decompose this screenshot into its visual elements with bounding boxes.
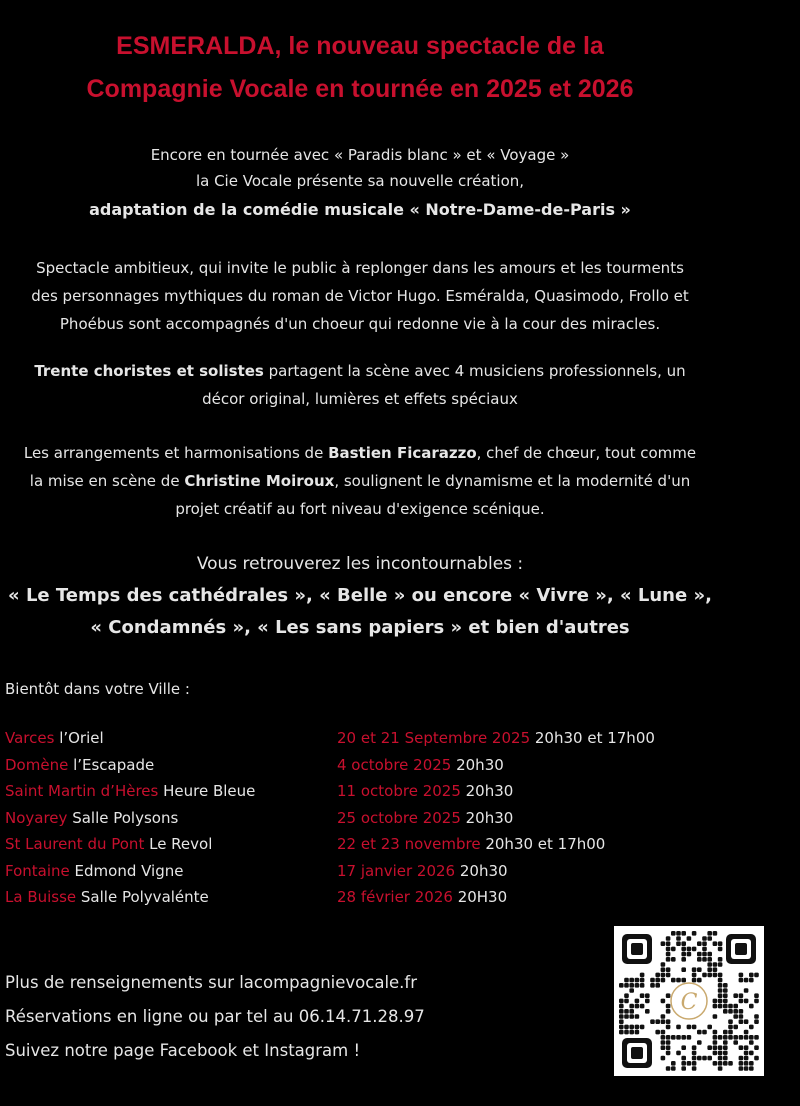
- venue-time: 20h30 et 17h00: [530, 729, 655, 747]
- venue-time: 20h30: [460, 808, 514, 827]
- venue-row: [5, 862, 785, 889]
- cast-paragraph: [0, 357, 720, 413]
- paragraph-line: Phoébus sont accompagnés d'un choeur qui redonne vie à la cour des miracles.: [59, 315, 661, 333]
- intro-line-3: adaptation de la comédie musicale « Notre-Dame-de-Paris »: [89, 200, 631, 219]
- phone-line: Réservations en ligne ou par tel au 06.14.71.28.97: [5, 1007, 425, 1026]
- contact-info: [5, 966, 425, 1068]
- title-line-2: Compagnie Vocale en tournée en 2025 et 2026: [86, 75, 634, 103]
- venue-place: Salle Polysons: [67, 808, 179, 827]
- description-paragraph: [0, 254, 720, 338]
- venue-city: Saint Martin d’Hères: [5, 782, 159, 800]
- songs-lead: Vous retrouverez les incontournables :: [196, 554, 524, 574]
- venue-row: [5, 835, 785, 862]
- venue-date: 28 février 2026: [337, 888, 453, 906]
- venue-row: [5, 809, 785, 836]
- paragraph-line: [0, 439, 720, 467]
- venue-city: Fontaine: [5, 861, 70, 880]
- venue-date: 22 et 23 novembre: [337, 835, 481, 853]
- venue-city: La Buisse: [5, 888, 77, 906]
- venue-place: Heure Bleue: [158, 782, 256, 800]
- paragraph-text: , soulignent le dynamisme et la modernité d'un: [334, 472, 691, 490]
- cast-highlight: Trente choristes et solistes: [34, 362, 264, 380]
- venue-time: 20h30 et 17h00: [480, 835, 606, 853]
- venue-date: 25 octobre 2025: [337, 808, 461, 827]
- qr-logo: C: [680, 990, 698, 1015]
- venue-date: 11 octobre 2025: [337, 782, 461, 800]
- paragraph-line: Spectacle ambitieux, qui invite le public à replonger dans les amours et les tourments: [36, 259, 684, 277]
- paragraph-line: décor original, lumières et effets spéciaux: [202, 390, 518, 408]
- director-name: Christine Moiroux: [184, 472, 335, 490]
- venue-date: 4 octobre 2025: [337, 755, 452, 774]
- paragraph-line: projet créatif au fort niveau d'exigence scénique.: [175, 500, 545, 518]
- venue-place: Edmond Vigne: [69, 861, 184, 880]
- intro-line-1: Encore en tournée avec « Paradis blanc » et « Voyage »: [150, 146, 570, 164]
- website-line: Plus de renseignements sur lacompagnievocale.fr: [5, 973, 418, 992]
- venue-time: 20h30: [460, 782, 514, 800]
- paragraph-line: [0, 467, 720, 495]
- songs-line: « Condamnés », « Les sans papiers » et bien d'autres: [90, 617, 630, 638]
- venue-row: [5, 729, 785, 756]
- paragraph-text: Les arrangements et harmonisations de: [23, 444, 329, 462]
- venue-time: 20H30: [452, 888, 508, 906]
- paragraph-text: partagent la scène avec 4 musiciens professionnels, un: [263, 362, 686, 380]
- upcoming-heading: Bientôt dans votre Ville :: [5, 680, 190, 698]
- songs-list: [0, 580, 720, 644]
- intro-line-2: la Cie Vocale présente sa nouvelle création,: [195, 172, 525, 190]
- qr-code-graphic: [614, 926, 764, 1076]
- paragraph-text: la mise en scène de: [29, 472, 185, 490]
- venue-row: [5, 756, 785, 783]
- venue-place: Salle Polyvalénte: [76, 888, 209, 906]
- venue-time: 20h30: [451, 755, 504, 774]
- paragraph-line: [0, 357, 720, 385]
- venue-list: [5, 729, 785, 915]
- paragraph-text: , chef de chœur, tout comme: [476, 444, 697, 462]
- venue-place: l’Escapade: [68, 755, 155, 774]
- venue-row: [5, 782, 785, 809]
- songs-line: « Le Temps des cathédrales », « Belle » ou encore « Vivre », « Lune »,: [8, 585, 712, 606]
- paragraph-line: des personnages mythiques du roman de Victor Hugo. Esméralda, Quasimodo, Frollo et: [31, 287, 689, 305]
- venue-city: Noyarey: [5, 808, 68, 827]
- social-line: Suivez notre page Facebook et Instagram !: [5, 1041, 361, 1060]
- venue-time: 20h30: [455, 861, 508, 880]
- venue-place: l’Oriel: [54, 729, 104, 747]
- venue-city: Domène: [5, 755, 69, 774]
- venue-city: Varces: [5, 729, 55, 747]
- arranger-name: Bastien Ficarazzo: [328, 444, 477, 462]
- title-line-1: ESMERALDA, le nouveau spectacle de la: [116, 32, 604, 60]
- qr-code[interactable]: [614, 926, 764, 1076]
- credits-paragraph: [0, 439, 720, 523]
- venue-place: Le Revol: [144, 835, 213, 853]
- venue-date: 17 janvier 2026: [337, 861, 456, 880]
- venue-row: [5, 888, 785, 915]
- venue-date: 20 et 21 Septembre 2025: [337, 729, 531, 747]
- venue-city: St Laurent du Pont: [5, 835, 145, 853]
